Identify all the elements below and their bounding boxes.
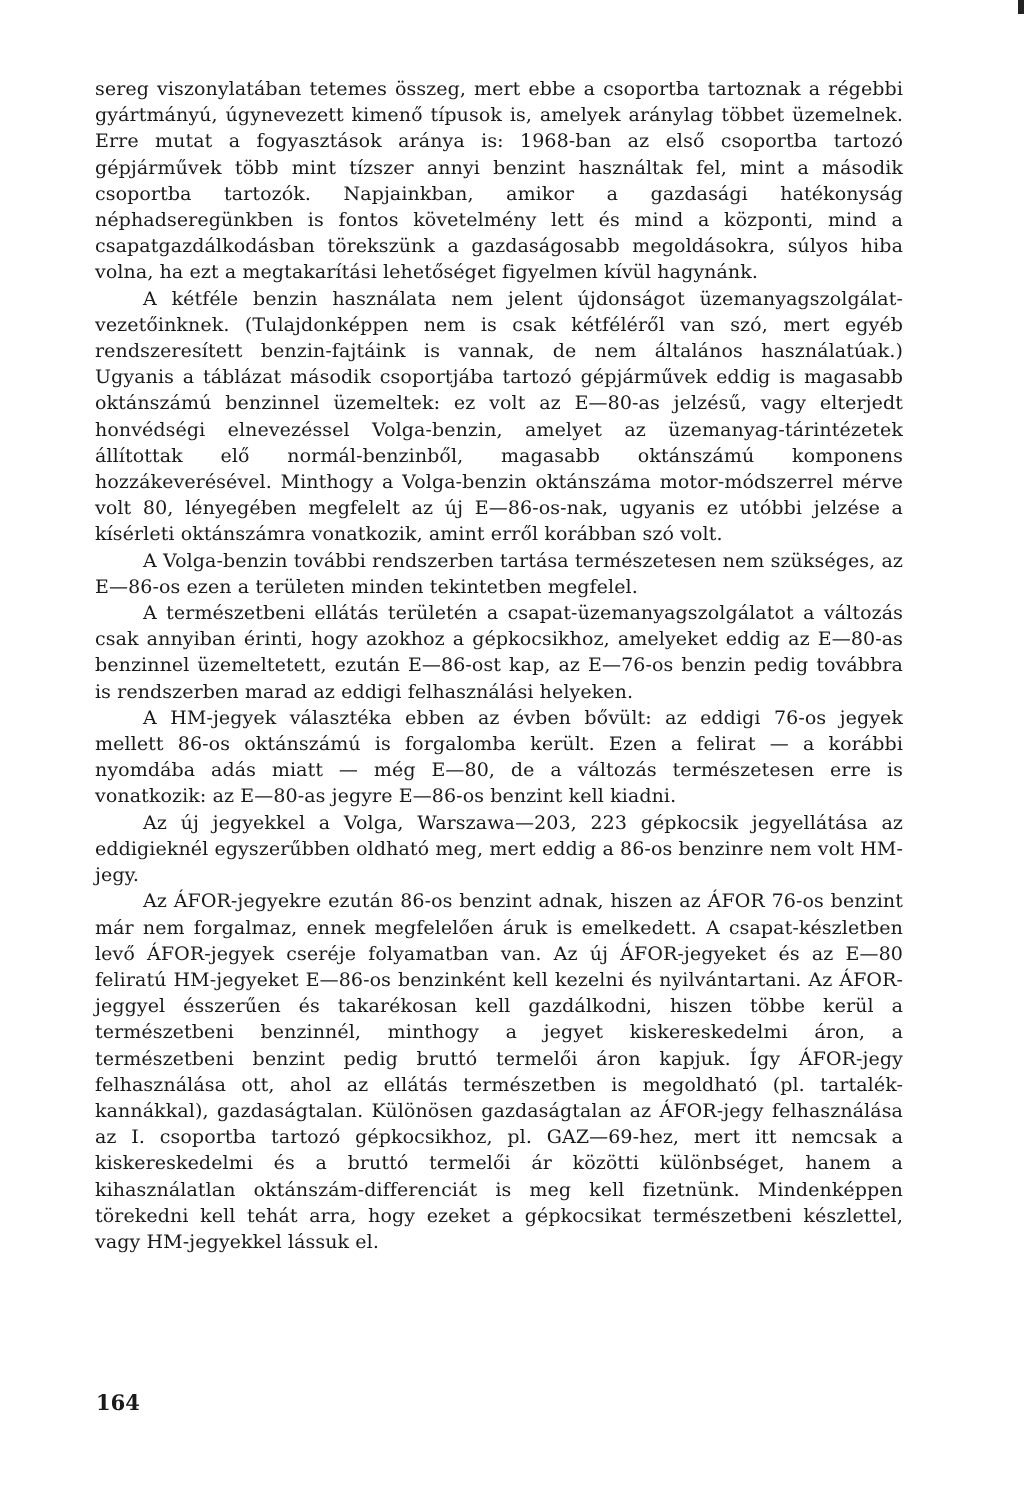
- paragraph-2: A kétféle benzin használata nem jelent újdonságot üzemanyagszolgálat-vezetőinknek. (Tulajdonképpen nem is csak kétféléről van szó, mert egyéb rendszeresített benzin-fajtáink is vannak, de nem általános használatúak.) Ugyanis a táblázat második csoportjába tartozó gépjárművek eddig is magasabb oktánszámú benzinnel üzemeltek: ez volt az E—80-as jelzésű, vagy elterjedt honvédségi elnevezéssel Volga-benzin, amelyet az üzemanyag-tárintézetek állítottak elő normál-benzinből, magasabb oktánszámú komponens hozzákeverésével. Minthogy a Volga-benzin oktánszáma motor-módszerrel mérve volt 80, lényegében megfelelt az új E—86-os-nak, ugyanis ez utóbbi jelzése a kísérleti oktánszámra vonatkozik, amint erről korábban szó volt.: [95, 287, 903, 546]
- paragraph-6: Az új jegyekkel a Volga, Warszawa—203, 223 gépkocsik jegyellátása az eddigieknél egyszerűbben oldható meg, mert eddig a 86-os benzinre nem volt HM-jegy.: [95, 811, 903, 887]
- page-edge-mark: [1018, 0, 1024, 14]
- paragraph-5: A HM-jegyek választéka ebben az évben bővült: az eddigi 76-os jegyek mellett 86-os oktánszámú is forgalomba került. Ezen a felirat — a korábbi nyomdába adás miatt — még E—80, de a változás természetesen erre is vonatkozik: az E—80-as jegyre E—86-os benzint kell kiadni.: [95, 706, 903, 808]
- paragraph-4: A természetbeni ellátás területén a csapat-üzemanyagszolgálatot a változás csak annyiban érinti, hogy azokhoz a gépkocsikhoz, amelyeket eddig az E—80-as benzinnel üzemeltetett, ezután E—86-ost kap, az E—76-os benzin pedig továbbra is rendszerben marad az eddigi felhasználási helyeken.: [95, 602, 903, 703]
- page-number: 164: [96, 1390, 140, 1415]
- document-page: [95, 76, 903, 1255]
- paragraph-3: A Volga-benzin további rendszerben tartása természetesen nem szükséges, az E—86-os ezen a területen minden tekintetben megfelel.: [95, 549, 903, 598]
- paragraph-7: Az ÁFOR-jegyekre ezután 86-os benzint adnak, hiszen az ÁFOR 76-os benzint már nem forgalmaz, ennek megfelelően áruk is emelkedett. A csapat-készletben levő ÁFOR-jegyek cseréje folyamatban van. Az új ÁFOR-jegyeket és az E—80 feliratú HM-jegyeket E—86-os benzinként kell kezelni és nyilvántartani. Az ÁFOR-jeggyel ésszerűen és takarékosan kell gazdálkodni, hiszen többe kerül a természetbeni benzinnél, minthogy a jegyet kiskereskedelmi áron, a természetbeni benzint pedig bruttó termelői áron kapjuk. Így ÁFOR-jegy felhasználása ott, ahol az ellátás természetben is megoldható (pl. tartalék-kannákkal), gazdaságtalan. Különösen gazdaságtalan az ÁFOR-jegy felhasználása az I. csoportba tartozó gépkocsikhoz, pl. GAZ—69-hez, mert itt nemcsak a kiskereskedelmi és a bruttó termelői ár közötti különbséget, hanem a kihasználatlan oktánszám-differenciát is meg kell fizetnünk. Mindenképpen törekedni kell tehát arra, hogy ezeket a gépkocsikat természetbeni készlettel, vagy HM-jegyekkel lássuk el.: [95, 890, 903, 1253]
- paragraph-1: sereg viszonylatában tetemes összeg, mert ebbe a csoportba tartoznak a régebbi gyártmányú, úgynevezett kimenő típusok is, amelyek aránylag többet üzemelnek. Erre mutat a fogyasztások aránya is: 1968-ban az első csoportba tartozó gépjárművek több mint tízszer annyi benzint használtak fel, mint a második csoportba tartozók. Napjainkban, amikor a gazdasági hatékonyság néphadseregünkben is fontos követelmény lett és mind a központi, mind a csapatgazdálkodásban törekszünk a gazdaságosabb megoldásokra, súlyos hiba volna, ha ezt a megtakarítási lehetőséget figyelmen kívül hagynánk.: [95, 78, 903, 284]
